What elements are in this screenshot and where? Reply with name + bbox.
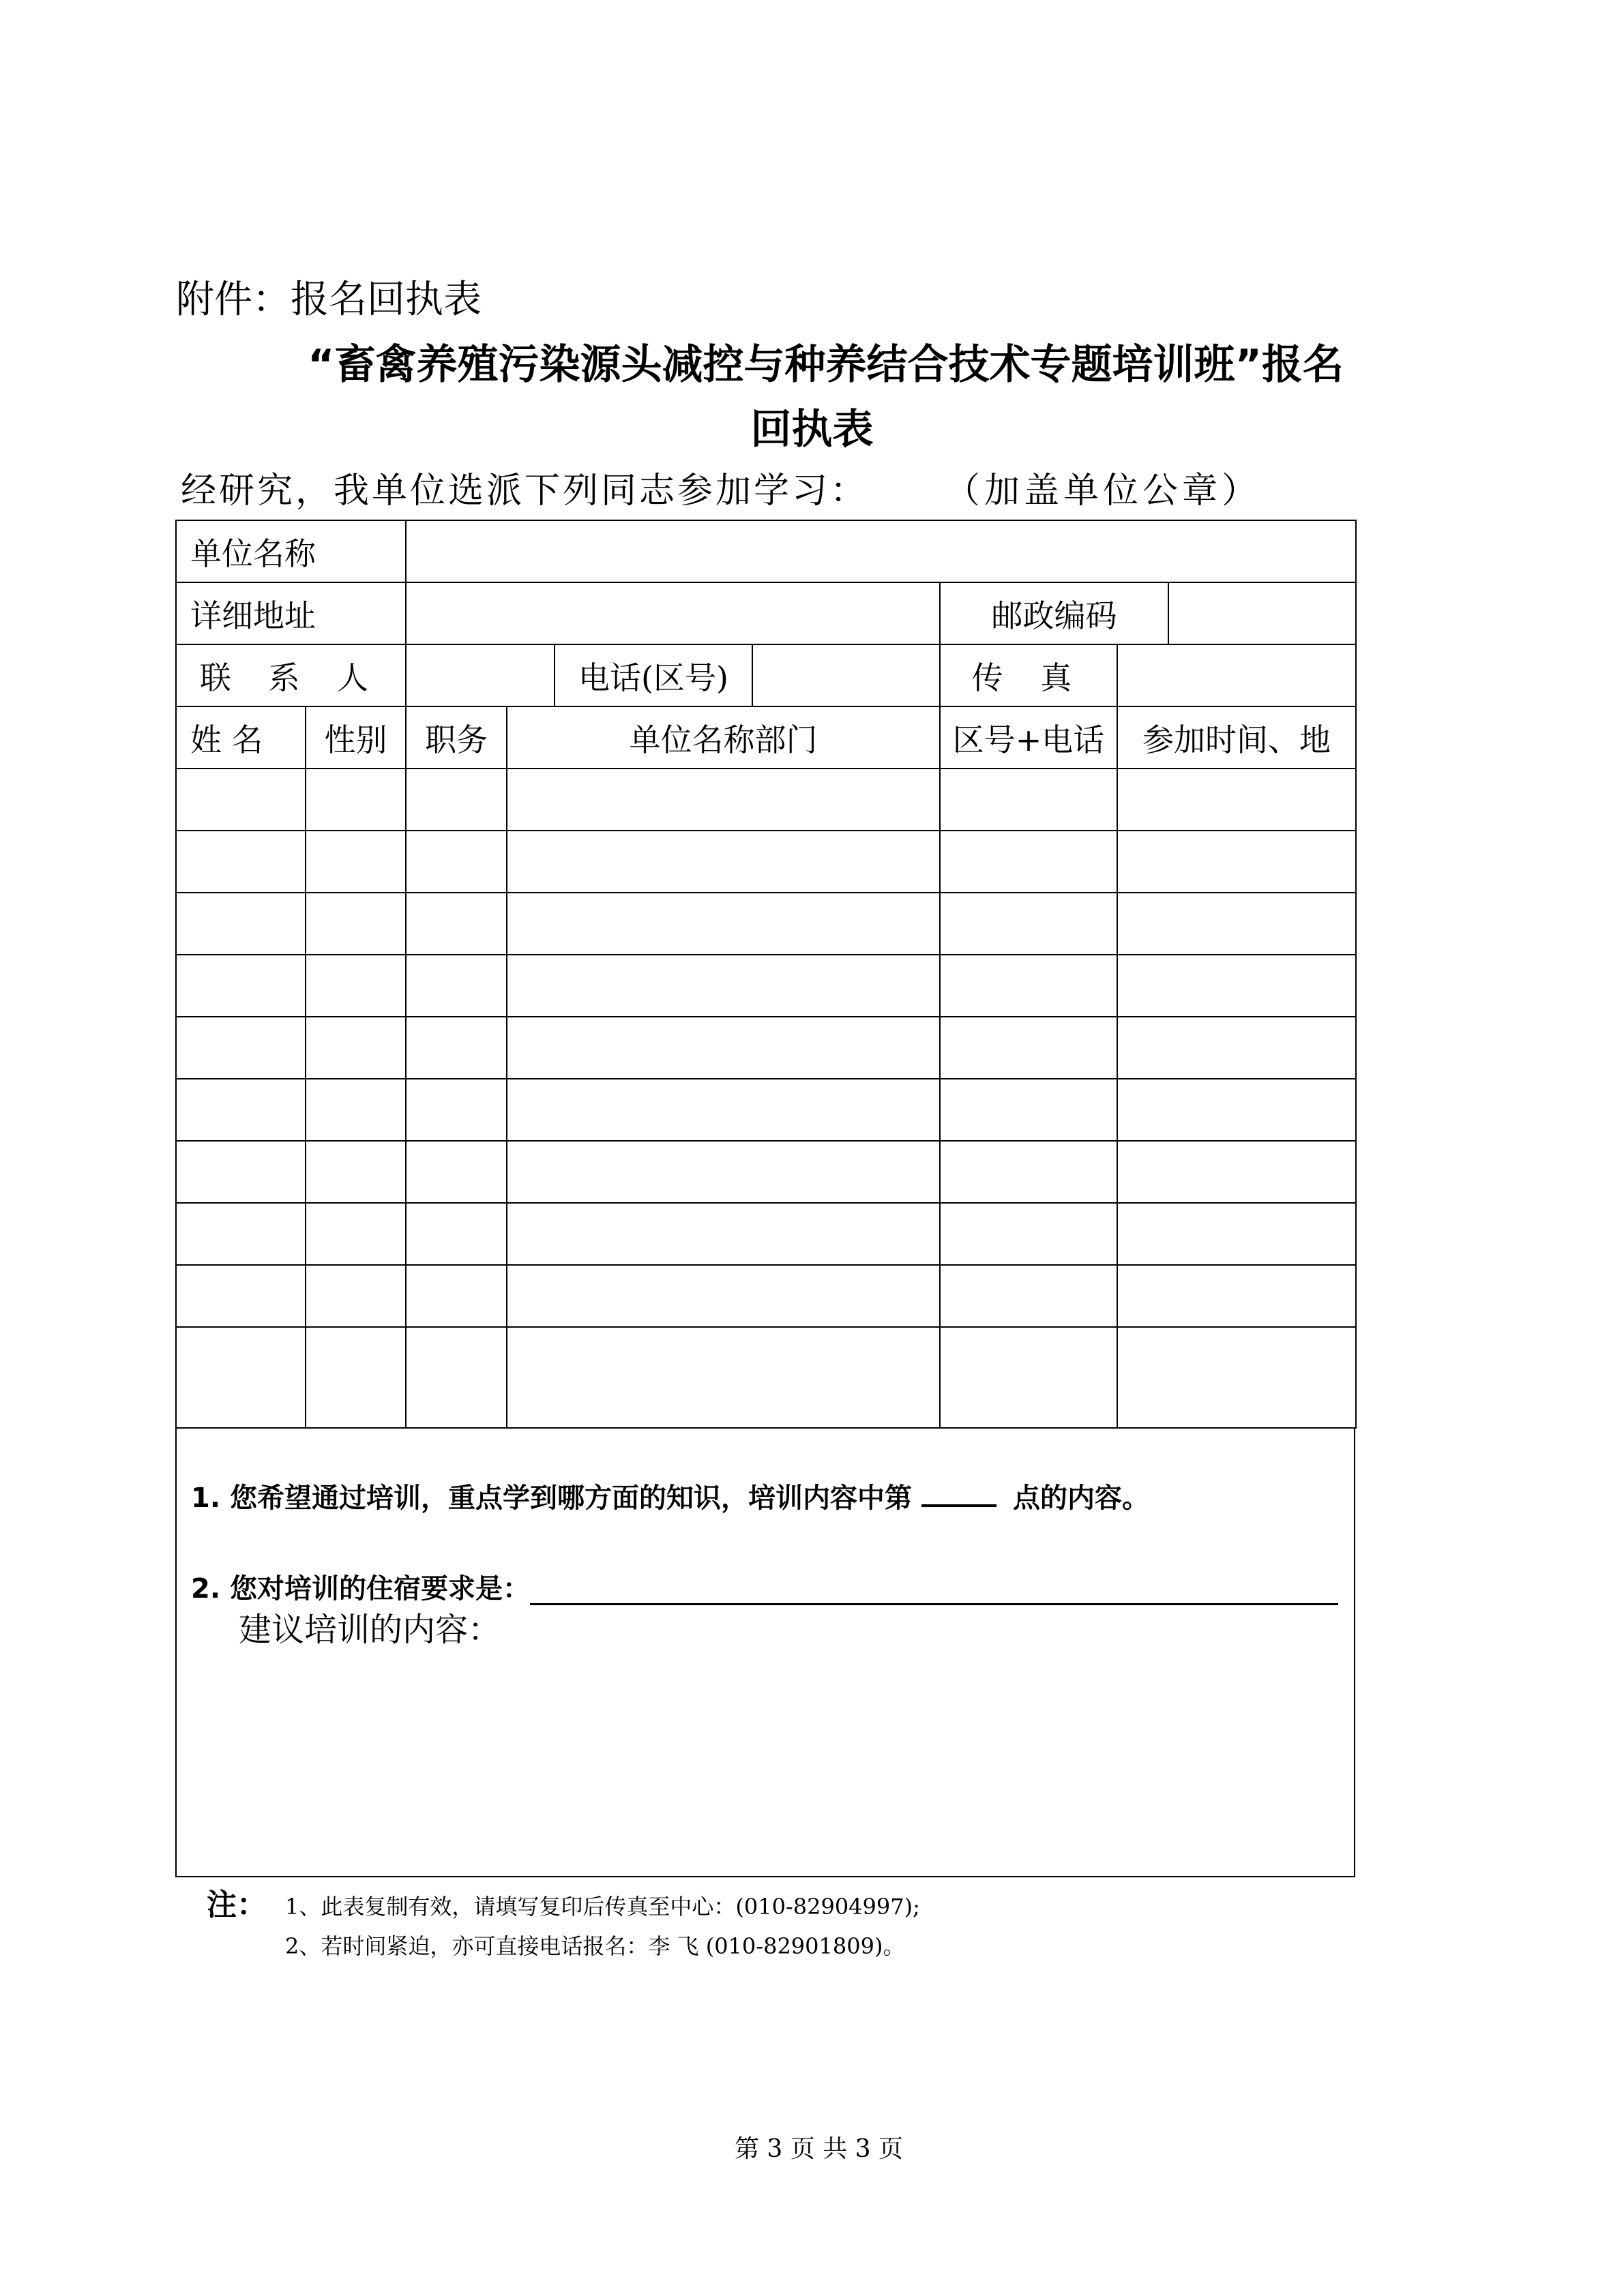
unit-name-row (176, 520, 1356, 582)
cell[interactable] (306, 893, 406, 955)
unit-name-label: 单位名称 (176, 520, 406, 582)
table-row (176, 1079, 1356, 1141)
cell[interactable] (940, 1327, 1117, 1428)
cell[interactable] (940, 1079, 1117, 1141)
cell[interactable] (406, 955, 507, 1017)
question-1 (191, 1476, 1149, 1520)
question-2: 2. 您对培训的住宿要求是： (191, 1573, 530, 1605)
form-title-line2: 回执表 (750, 406, 874, 453)
form-title-line1: “畜禽养殖污染源头减控与种养结合技术专题培训班”报名 (308, 341, 1344, 389)
cell[interactable] (507, 1203, 940, 1265)
cell[interactable] (940, 1265, 1117, 1327)
cell[interactable] (306, 1203, 406, 1265)
cell[interactable] (176, 1327, 306, 1428)
table-row (176, 1327, 1356, 1428)
cell[interactable] (306, 1079, 406, 1141)
cell[interactable] (507, 1327, 940, 1428)
cell[interactable] (507, 1265, 940, 1327)
postcode-label: 邮政编码 (940, 582, 1168, 644)
contact-field[interactable] (406, 644, 555, 706)
table-row (176, 1141, 1356, 1203)
address-row (176, 582, 1356, 644)
col-position: 职务 (406, 706, 507, 769)
intro-text: 经研究，我单位选派下列同志参加学习： (181, 471, 869, 511)
cell[interactable] (1117, 1327, 1356, 1428)
col-attend-time-place: 参加时间、地 (1117, 706, 1356, 769)
cell[interactable] (306, 1017, 406, 1079)
cell[interactable] (406, 1079, 507, 1141)
table-row (176, 955, 1356, 1017)
cell[interactable] (940, 1017, 1117, 1079)
cell[interactable] (406, 1265, 507, 1327)
table-row (176, 1265, 1356, 1327)
cell[interactable] (306, 831, 406, 893)
cell[interactable] (406, 831, 507, 893)
contact-row (176, 644, 1356, 706)
col-gender: 性别 (306, 706, 406, 769)
unit-name-field[interactable] (406, 520, 1356, 582)
cell[interactable] (176, 831, 306, 893)
address-field[interactable] (406, 582, 940, 644)
cell[interactable] (406, 1017, 507, 1079)
seal-note: （加盖单位公章） (945, 471, 1262, 511)
cell[interactable] (1117, 831, 1356, 893)
cell[interactable] (176, 1203, 306, 1265)
cell[interactable] (406, 1327, 507, 1428)
cell[interactable] (940, 1203, 1117, 1265)
question-1-suffix: 点的内容。 (1012, 1482, 1149, 1514)
question-1-blank[interactable] (921, 1480, 996, 1507)
page-footer: 第 3 页 共 3 页 (734, 2135, 904, 2163)
cell[interactable] (507, 769, 940, 831)
cell[interactable] (507, 893, 940, 955)
cell[interactable] (176, 1141, 306, 1203)
cell[interactable] (507, 1141, 940, 1203)
col-unit-department: 单位名称部门 (507, 706, 940, 769)
cell[interactable] (1117, 1141, 1356, 1203)
cell[interactable] (176, 955, 306, 1017)
cell[interactable] (176, 769, 306, 831)
cell[interactable] (176, 1079, 306, 1141)
address-label: 详细地址 (176, 582, 406, 644)
question-1-prefix: 1. 您希望通过培训，重点学到哪方面的知识，培训内容中第 (191, 1482, 912, 1514)
cell[interactable] (306, 1141, 406, 1203)
note-item-1: 1、此表复制有效，请填写复印后传真至中心：(010-82904997); (285, 1894, 920, 1920)
column-header-row (176, 706, 1356, 769)
table-row (176, 1203, 1356, 1265)
cell[interactable] (1117, 1265, 1356, 1327)
cell[interactable] (406, 893, 507, 955)
table-row (176, 893, 1356, 955)
fax-label: 传 真 (940, 644, 1117, 706)
cell[interactable] (306, 1327, 406, 1428)
cell[interactable] (507, 831, 940, 893)
phone-field[interactable] (752, 644, 940, 706)
cell[interactable] (940, 955, 1117, 1017)
cell[interactable] (306, 1265, 406, 1327)
cell[interactable] (940, 893, 1117, 955)
question-2-answer-line[interactable] (530, 1603, 1338, 1605)
note-mark: 注： (207, 1888, 267, 1922)
contact-label: 联 系 人 (176, 644, 406, 706)
question-3: 建议培训的内容： (239, 1611, 501, 1649)
table-row (176, 769, 1356, 831)
cell[interactable] (306, 769, 406, 831)
registration-table (175, 520, 1357, 1429)
cell[interactable] (940, 1141, 1117, 1203)
cell[interactable] (940, 831, 1117, 893)
cell[interactable] (1117, 769, 1356, 831)
cell[interactable] (1117, 1203, 1356, 1265)
cell[interactable] (1117, 893, 1356, 955)
cell[interactable] (507, 1079, 940, 1141)
cell[interactable] (1117, 1079, 1356, 1141)
cell[interactable] (940, 769, 1117, 831)
cell[interactable] (507, 955, 940, 1017)
col-name: 姓 名 (176, 706, 306, 769)
cell[interactable] (176, 893, 306, 955)
cell[interactable] (406, 1203, 507, 1265)
fax-field[interactable] (1117, 644, 1356, 706)
cell[interactable] (1117, 955, 1356, 1017)
cell[interactable] (406, 769, 507, 831)
cell[interactable] (507, 1017, 940, 1079)
note-item-2: 2、若时间紧迫，亦可直接电话报名：李 飞 (010-82901809)。 (285, 1933, 905, 1959)
cell[interactable] (1117, 1017, 1356, 1079)
cell[interactable] (306, 955, 406, 1017)
attachment-label: 附件：报名回执表 (176, 278, 482, 322)
cell[interactable] (176, 1017, 306, 1079)
cell[interactable] (406, 1141, 507, 1203)
table-row (176, 1017, 1356, 1079)
cell[interactable] (176, 1265, 306, 1327)
col-area-phone: 区号+电话 (940, 706, 1117, 769)
postcode-field[interactable] (1168, 582, 1356, 644)
table-row (176, 831, 1356, 893)
phone-label: 电话(区号) (555, 644, 752, 706)
